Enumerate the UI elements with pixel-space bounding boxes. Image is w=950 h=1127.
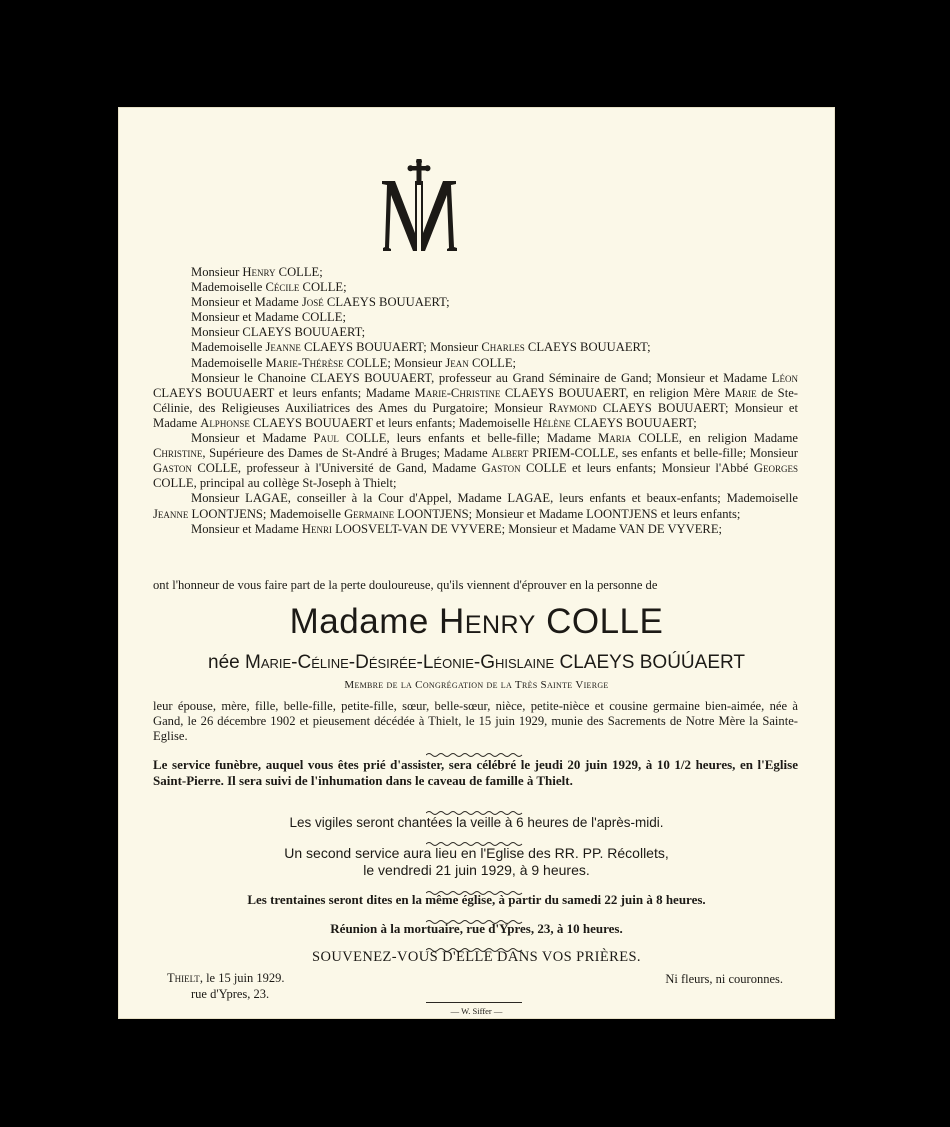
family-entry: Monsieur CLAEYS BOUUAERT; xyxy=(191,325,366,340)
marian-monogram xyxy=(377,159,461,255)
printer-rule xyxy=(426,1002,522,1003)
wavy-divider xyxy=(426,912,524,918)
maiden-name: née Marie-Céline-Désirée-Léonie-Ghislaine CLAEYS BOÚÚAERT xyxy=(208,652,745,673)
family-list xyxy=(153,265,798,537)
reunion-notice: Réunion à la mortuaire, rue d'Ypres, 23, à 10 heures. xyxy=(330,921,623,936)
wavy-divider xyxy=(426,940,524,946)
wavy-divider xyxy=(426,883,524,889)
deceased-name: Madame Henry COLLE xyxy=(289,602,664,641)
second-service-notice xyxy=(118,845,835,879)
memorial-card xyxy=(118,107,835,1019)
printer-mark: — W. Siffer — xyxy=(450,1006,503,1016)
family-entry: Monsieur et Madame Henri LOOSVELT-VAN DE VYVERE; Monsieur et Madame VAN DE VYVERE; xyxy=(191,521,723,536)
family-entry: Mademoiselle Cécile COLLE; xyxy=(191,280,347,295)
congregation-membership: Membre de la Congrégation de la Très Sainte Vierge xyxy=(344,679,609,691)
family-entry: Mademoiselle Marie-Thérèse COLLE; Monsieur Jean COLLE; xyxy=(191,355,517,370)
address-line: rue d'Ypres, 23. xyxy=(191,987,270,1001)
family-entry: Monsieur et Madame COLLE; xyxy=(191,310,346,325)
prayer-request: SOUVENEZ-VOUS D'ELLE DANS VOS PRIÈRES. xyxy=(312,949,641,965)
trentaines-notice: Les trentaines seront dites en la même église, à partir du samedi 22 juin à 8 heures. xyxy=(247,892,706,907)
no-flowers-notice: Ni fleurs, ni couronnes. xyxy=(665,972,783,986)
family-entry: Monsieur Henry COLLE; xyxy=(191,265,323,279)
vigils-notice: Les vigiles seront chantées la veille à 6 heures de l'après-midi. xyxy=(289,815,664,830)
place-and-date xyxy=(167,970,285,1002)
family-entry: Monsieur et Madame Paul COLLE, leurs enfants et belle-fille; Madame Maria COLLE, en religion Madame Christine, Supérieure des Dames de St-André à Bruges; Madame Albert PRIEM-COLLE, ses enfants et belle-fille; Monsieur Gaston COLLE, professeur à l'Université de Gand, Madame Gaston COLLE et leurs enfants; Monsieur l'Abbé Georges COLLE, principal au collège St-Joseph à Thielt; xyxy=(153,431,798,491)
biography-text: leur épouse, mère, fille, belle-fille, petite-fille, sœur, belle-sœur, nièce, petite-nièce et cousine germaine bien-aimée, née à Gand, le 26 décembre 1902 et pieusement décédée à Thielt, le 15 juin 1929, munie des Sacrements de Notre Mère la Sainte-Eglise. xyxy=(153,699,798,743)
family-entry: Monsieur et Madame José CLAEYS BOUUAERT; xyxy=(191,295,450,310)
wavy-divider xyxy=(426,834,524,840)
wavy-divider xyxy=(426,803,524,809)
place-date-line: Thielt, le 15 juin 1929. xyxy=(167,971,285,985)
announcement-text: ont l'honneur de vous faire part de la perte douloureuse, qu'ils viennent d'éprouver en la personne de xyxy=(153,578,658,592)
second-service-line: Un second service aura lieu en l'Eglise des RR. PP. Récollets, xyxy=(284,845,669,861)
monogram-m-cross-icon xyxy=(377,159,461,255)
family-entry: Monsieur le Chanoine CLAEYS BOUUAERT, professeur au Grand Séminaire de Gand; Monsieur et Madame Léon CLAEYS BOUUAERT et leurs enfants; Madame Marie-Christine CLAEYS BOUUAERT, en religion Mère Marie de Ste-Célinie, des Religieuses Auxiliatrices des Ames du Purgatoire; Monsieur Raymond CLAEYS BOUUAERT; Monsieur et Madame Alphonse CLAEYS BOUUAERT et leurs enfants; Mademoiselle Hélène CLAEYS BOUUAERT; xyxy=(153,370,798,430)
family-entry: Mademoiselle Jeanne CLAEYS BOUUAERT; Monsieur Charles CLAEYS BOUUAERT; xyxy=(191,340,651,355)
family-entry: Monsieur LAGAE, conseiller à la Cour d'Appel, Madame LAGAE, leurs enfants et beaux-enfants; Mademoiselle Jeanne LOONTJENS; Mademoiselle Germaine LOONTJENS; Monsieur et Madame LOONTJENS et leurs enfants; xyxy=(153,491,798,521)
wavy-divider xyxy=(426,745,524,751)
second-service-line: le vendredi 21 juin 1929, à 9 heures. xyxy=(363,862,590,878)
funeral-service-notice: Le service funèbre, auquel vous êtes prié d'assister, sera célébré le jeudi 20 juin 1929, à 10 1/2 heures, en l'Eglise Saint-Pierre. Il sera suivi de l'inhumation dans le caveau de famille à Thielt. xyxy=(153,757,798,788)
